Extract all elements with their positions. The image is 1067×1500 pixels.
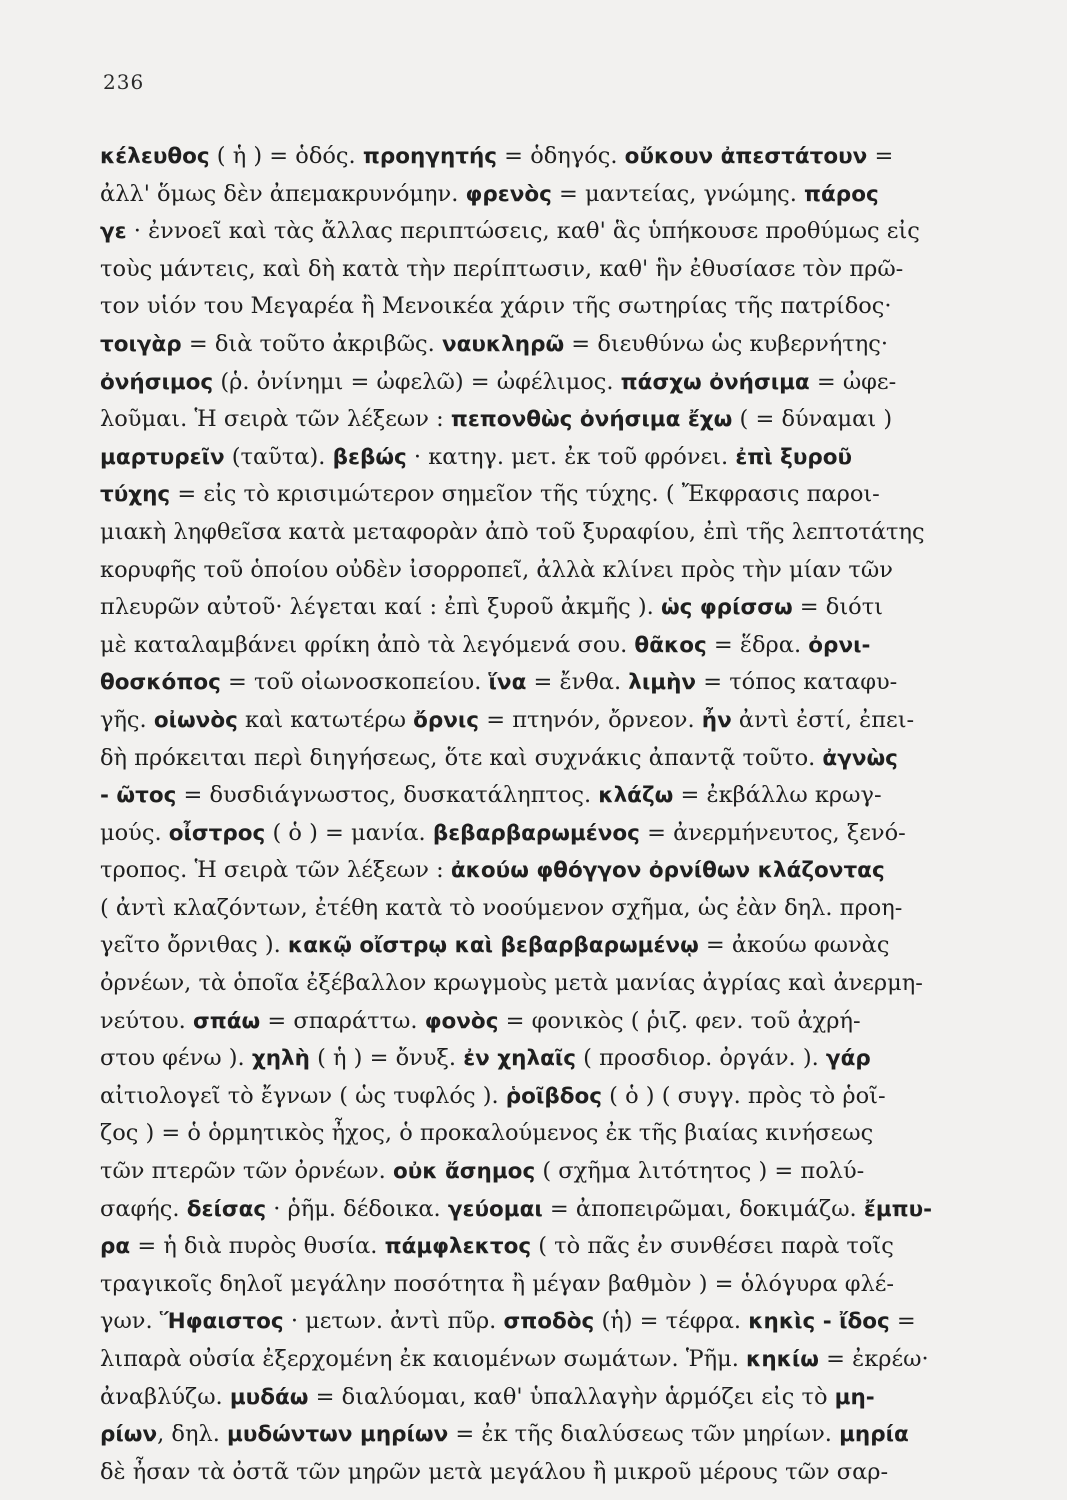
gloss-text: γεῖτο ὄρνιθας ).	[100, 932, 288, 959]
gloss-text: = ἐκβάλλω κρωγ-	[673, 782, 882, 809]
gloss-text: ( ἡ ) = ὄνυξ.	[309, 1045, 464, 1072]
gloss-text: = ἀποπειρῶμαι, δοκιμάζω.	[542, 1195, 864, 1222]
gloss-text: (ῥ. ὀνίνημι = ὠφελῶ) = ὠφέλιμος.	[213, 368, 621, 395]
lemma-term: ἐπὶ ξυροῦ	[735, 444, 853, 470]
text-line	[100, 627, 995, 665]
text-line	[100, 702, 995, 740]
text-line	[100, 1341, 995, 1379]
text-line	[100, 476, 995, 514]
gloss-text: = ὁδηγός.	[497, 143, 625, 169]
gloss-text: πλευρῶν αὐτοῦ· λέγεται καί : ἐπὶ ξυροῦ ἀκμῆς ).	[100, 594, 661, 621]
lemma-term: σποδὸς	[503, 1309, 595, 1335]
lemma-term: ὡς φρίσσω	[660, 595, 793, 621]
lemma-term: βεβαρβαρωμένος	[432, 820, 640, 846]
gloss-text: ( ὁ ) = μανία.	[265, 819, 433, 846]
lemma-term: δείσας	[186, 1196, 267, 1222]
lemma-term: κηκίω	[746, 1347, 819, 1372]
lemma-term: οὐκ ἄσημος	[392, 1159, 536, 1185]
gloss-text: τον υἱόν του Μεγαρέα ἢ Μενοικέα χάριν τῆς σωτηρίας τῆς πατρίδος·	[100, 293, 892, 320]
text-line	[100, 288, 995, 326]
lemma-term: Ἥφαιστος	[159, 1309, 284, 1335]
text-line	[100, 740, 995, 778]
lemma-term: σπάω	[193, 1008, 261, 1034]
text-line	[100, 1416, 995, 1454]
gloss-text: ( = δύναμαι )	[732, 406, 893, 433]
lemma-term: κλάζω	[598, 783, 674, 809]
gloss-text: (ταῦτα).	[224, 443, 333, 470]
text-line	[100, 401, 995, 439]
text-line	[100, 1003, 995, 1041]
gloss-text: μούς.	[100, 819, 169, 846]
text-line	[100, 1454, 995, 1492]
lemma-term: γάρ	[825, 1046, 871, 1072]
text-line	[100, 664, 995, 702]
lemma-term: μυδώντων μηρίων	[227, 1422, 449, 1448]
lemma-term: μη-	[834, 1384, 875, 1410]
gloss-text: ἀντὶ ἐστί, ἐπει-	[731, 706, 915, 733]
text-line	[100, 815, 995, 853]
lemma-term: οἰωνὸς	[153, 707, 238, 733]
gloss-text: · ῥῆμ. δέδοικα.	[266, 1195, 448, 1222]
gloss-text: = εἰς τὸ κρισιμώτερον σημεῖον τῆς τύχης. ( Ἔκφρασις παροι-	[170, 481, 880, 508]
gloss-text: = ἀνερμήνευτος, ξενό-	[639, 819, 906, 846]
lemma-term: χηλὴ	[251, 1046, 310, 1072]
lemma-term: ὀρνι-	[808, 632, 871, 658]
lemma-term: ὀνήσιμος	[100, 369, 214, 395]
gloss-text: =	[889, 1308, 916, 1335]
text-line	[100, 927, 995, 965]
text-line	[100, 965, 995, 1003]
gloss-text: τροπος. Ἡ σειρὰ τῶν λέξεων :	[100, 857, 451, 884]
lemma-term: οἶστρος	[168, 820, 266, 846]
lemma-term: μυδάω	[229, 1384, 309, 1410]
gloss-text: ( ἀντὶ κλαζόντων, ἐτέθη κατὰ τὸ νοούμενον σχῆμα, ὡς ἐὰν δηλ. προη-	[100, 894, 903, 921]
gloss-text: = τόπος καταφυ-	[696, 669, 898, 696]
text-line	[100, 1379, 995, 1417]
gloss-text: ( σχῆμα λιτότητος ) = πολύ-	[535, 1158, 865, 1185]
gloss-text: καὶ κατωτέρω	[237, 706, 414, 733]
lemma-term: ὄρνις	[413, 707, 480, 733]
lemma-term: μαρτυρεῖν	[100, 444, 225, 470]
gloss-text: = ὠφε-	[809, 368, 897, 395]
gloss-text: = διαλύομαι, καθ' ὑπαλλαγὴν ἁρμόζει εἰς τὸ	[308, 1383, 835, 1410]
lemma-term: πεπονθὼς ὀνήσιμα ἔχω	[450, 407, 733, 433]
gloss-text: = διευθύνω ὡς κυβερνήτης·	[564, 330, 888, 357]
lemma-term: γε	[100, 219, 127, 245]
gloss-text: = διότι	[792, 594, 883, 621]
gloss-text: τοὺς μάντεις, καὶ δὴ κατὰ τὴν περίπτωσιν, καθ' ἣν ἐθυσίασε τὸν πρῶ-	[100, 255, 904, 282]
lemma-term: φρενὸς	[465, 181, 552, 207]
lemma-term: προηγητής	[362, 144, 498, 169]
text-line	[100, 1115, 995, 1153]
gloss-text: ἀναβλύζω.	[100, 1383, 230, 1410]
text-line	[100, 251, 995, 289]
lemma-term: ἦν	[701, 707, 732, 733]
lemma-term: ἐν χηλαῖς	[463, 1046, 576, 1072]
text-line	[100, 552, 995, 590]
gloss-text: ἀλλ' ὅμως δὲν ἀπεμακρυνόμην.	[100, 180, 466, 207]
gloss-text: δὲ ἦσαν τὰ ὀστᾶ τῶν μηρῶν μετὰ μεγάλου ἢ μικροῦ μέρους τῶν σαρ-	[100, 1458, 889, 1485]
text-line	[100, 176, 995, 214]
lemma-term: οὔκουν ἀπεστάτουν	[624, 144, 868, 169]
gloss-text: ( προσδιορ. ὀργάν. ).	[575, 1045, 826, 1072]
gloss-text: κορυφῆς τοῦ ὁποίου οὐδὲν ἰσορροπεῖ, ἀλλὰ κλίνει πρὸς τὴν μίαν τῶν	[100, 556, 893, 583]
gloss-text: (ἡ) = τέφρα.	[594, 1308, 749, 1335]
text-line	[100, 1078, 995, 1116]
gloss-text: , δηλ.	[157, 1421, 228, 1448]
gloss-text: = ἕδρα.	[706, 631, 809, 658]
gloss-text: ( ὁ ) ( συγγ. πρὸς τὸ ῥοῖ-	[602, 1082, 886, 1109]
lemma-term: ἔμπυ-	[863, 1196, 933, 1222]
text-line	[100, 777, 995, 815]
gloss-text: = τοῦ οἰωνοσκοπείου.	[220, 669, 489, 696]
gloss-text: ( ἡ ) = ὁδός.	[209, 143, 363, 169]
text-line	[100, 1153, 995, 1191]
gloss-text: σαφής.	[100, 1195, 187, 1222]
text-line	[100, 364, 995, 402]
lemma-term: θᾶκος	[634, 632, 707, 658]
gloss-text: = δυσδιάγνωστος, δυσκατάληπτος.	[176, 782, 599, 809]
text-line	[100, 589, 995, 627]
lemma-term: κακῷ οἴστρῳ καὶ βεβαρβαρωμένῳ	[287, 933, 699, 959]
gloss-text: μιακὴ ληφθεῖσα κατὰ μεταφορὰν ἀπὸ τοῦ ξυραφίου, ἐπὶ τῆς λεπτοτάτης	[100, 518, 925, 545]
gloss-text: =	[867, 143, 894, 169]
lemma-term: γεύομαι	[447, 1196, 543, 1222]
text-line	[100, 1228, 995, 1266]
text-line	[100, 439, 995, 477]
gloss-text: τραγικοῖς δηλοῖ μεγάλην ποσότητα ἢ μέγαν βαθμὸν ) = ὁλόγυρα φλέ-	[100, 1270, 894, 1297]
lemma-term: κέλευθος	[100, 144, 210, 169]
lemma-term: ἀγνὼς	[822, 745, 898, 771]
gloss-text: · μετων. ἀντὶ πῦρ.	[283, 1308, 504, 1335]
lemma-term: βεβώς	[332, 444, 407, 470]
gloss-text: ζος ) = ὁ ὁρμητικὸς ἦχος, ὁ προκαλούμενος ἐκ τῆς βιαίας κινήσεως	[100, 1120, 874, 1147]
lemma-term: πάρος	[804, 181, 879, 207]
lemma-term: ἵνα	[488, 670, 527, 696]
gloss-text: = διὰ τοῦτο ἀκριβῶς.	[181, 330, 442, 357]
text-line	[100, 852, 995, 890]
lemma-term: τύχης	[100, 482, 171, 508]
lemma-term: πάσχω ὀνήσιμα	[620, 369, 810, 395]
text-line	[100, 514, 995, 552]
gloss-text: · κατηγ. μετ. ἐκ τοῦ φρόνει.	[406, 443, 736, 470]
text-line	[100, 213, 995, 251]
gloss-text: · ἐννοεῖ καὶ τὰς ἄλλας περιπτώσεις, καθ' ἃς ὑπήκουσε προθύμως εἰς	[126, 218, 920, 245]
gloss-text: = πτηνόν, ὄρνεον.	[479, 706, 702, 733]
text-line	[100, 138, 995, 176]
gloss-text: τῶν πτερῶν τῶν ὀρνέων.	[100, 1158, 393, 1185]
gloss-text: μὲ καταλαμβάνει φρίκη ἀπὸ τὰ λεγόμενά σου.	[100, 631, 635, 658]
lemma-term: κηκὶς - ἴδος	[748, 1309, 890, 1335]
lemma-term: τοιγὰρ	[100, 331, 182, 357]
lemma-term: λιμὴν	[628, 670, 697, 696]
gloss-text: στου φένω ).	[100, 1045, 252, 1072]
page-number: 236	[103, 70, 145, 94]
gloss-text: = ἔνθα.	[526, 669, 629, 696]
gloss-text: = σπαράττω.	[260, 1007, 425, 1034]
gloss-text: = ἐκρέω·	[818, 1346, 929, 1372]
gloss-text: νεύτου.	[100, 1007, 193, 1034]
text-line	[100, 1266, 995, 1304]
gloss-text: δὴ πρόκειται περὶ διηγήσεως, ὅτε καὶ συχνάκις ἀπαντᾷ τοῦτο.	[100, 744, 823, 771]
gloss-text: = ἡ διὰ πυρὸς θυσία.	[130, 1233, 385, 1260]
lemma-term: πάμφλεκτος	[384, 1234, 532, 1260]
gloss-text: λοῦμαι. Ἡ σειρὰ τῶν λέξεων :	[100, 406, 451, 433]
lemma-term: ῥοῖβδος	[505, 1083, 603, 1109]
gloss-text: = ἐκ τῆς διαλύσεως τῶν μηρίων.	[448, 1421, 840, 1448]
gloss-text: = φονικὸς ( ῥιζ. φεν. τοῦ ἀχρή-	[498, 1007, 861, 1034]
gloss-text: γων.	[100, 1308, 160, 1335]
lemma-term: φονὸς	[424, 1008, 499, 1034]
commentary-text	[100, 138, 995, 1491]
gloss-text: ( τὸ πᾶς ἐν συνθέσει παρὰ τοῖς	[531, 1233, 894, 1260]
text-line	[100, 1040, 995, 1078]
text-line	[100, 1303, 995, 1341]
text-line	[100, 1191, 995, 1229]
lemma-term: - ῶτος	[100, 783, 177, 809]
text-line	[100, 890, 995, 928]
gloss-text: = ἀκούω φωνὰς	[698, 932, 890, 959]
lemma-term: ναυκληρῶ	[441, 331, 565, 357]
lemma-term: θοσκόπος	[100, 670, 221, 696]
gloss-text: λιπαρὰ οὐσία ἐξερχομένη ἐκ καιομένων σωμάτων. Ῥῆμ.	[100, 1346, 747, 1372]
gloss-text: ὀρνέων, τὰ ὁποῖα ἐξέβαλλον κρωγμοὺς μετὰ μανίας ἀγρίας καὶ ἀνερμη-	[100, 970, 923, 997]
gloss-text: αἰτιολογεῖ τὸ ἔγνων ( ὡς τυφλός ).	[100, 1082, 506, 1109]
lemma-term: μηρία	[839, 1422, 909, 1448]
gloss-text: γῆς.	[100, 706, 154, 733]
lemma-term: ρα	[100, 1234, 131, 1260]
lemma-term: ἀκούω φθόγγον ὀρνίθων κλάζοντας	[450, 858, 885, 884]
text-line	[100, 326, 995, 364]
lemma-term: ρίων	[100, 1422, 158, 1448]
gloss-text: = μαντείας, γνώμης.	[551, 180, 805, 207]
